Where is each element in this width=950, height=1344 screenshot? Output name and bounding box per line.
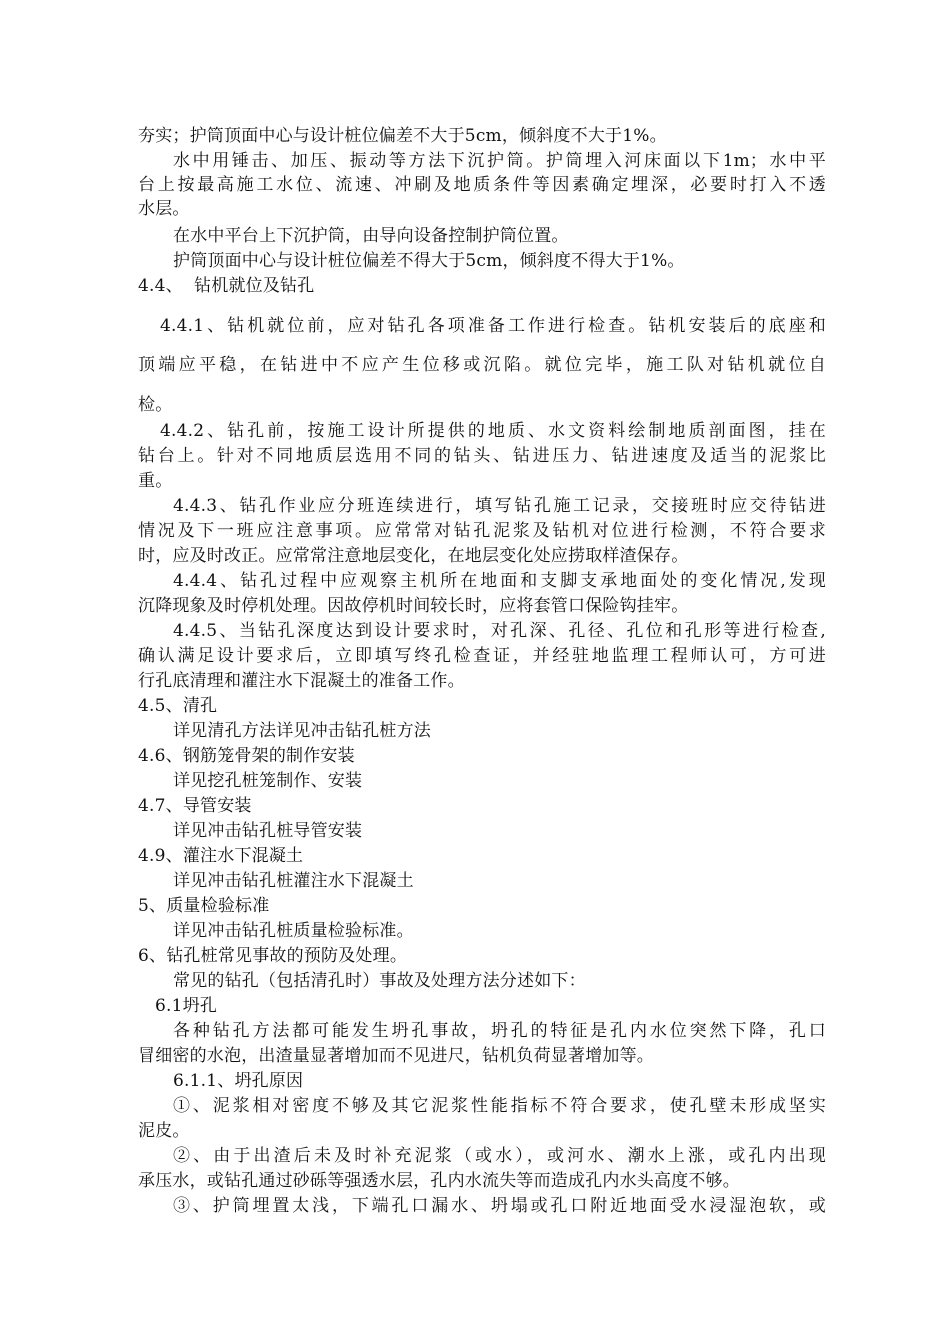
text-line: 顶端应平稳，在钻进中不应产生位移或沉陷。就位完毕，施工队对钻机就位自 xyxy=(138,355,826,375)
text-line: 沉降现象及时停机处理。因故停机时间较长时，应将套管口保险钩挂牢。 xyxy=(138,596,689,616)
text-line: 详见冲击钻孔桩导管安装 xyxy=(173,821,363,841)
text-line: 各种钻孔方法都可能发生坍孔事故，坍孔的特征是孔内水位突然下降，孔口 xyxy=(173,1021,826,1041)
text-line: 4.4.4、钻孔过程中应观察主机所在地面和支脚支承地面处的变化情况,发现 xyxy=(173,571,826,591)
text-line: 水中用锤击、加压、振动等方法下沉护筒。护筒埋入河床面以下1m；水中平 xyxy=(173,151,826,171)
text-line: 行孔底清理和灌注水下混凝土的准备工作。 xyxy=(138,671,465,691)
text-line: 台上按最高施工水位、流速、冲刷及地质条件等因素确定埋深，必要时打入不透 xyxy=(138,175,826,195)
text-line: 水层。 xyxy=(138,199,190,219)
section-heading: 4.6、钢筋笼骨架的制作安装 xyxy=(138,746,355,766)
text-line: 夯实；护筒顶面中心与设计桩位偏差不大于5cm，倾斜度不大于1%。 xyxy=(138,126,667,146)
section-heading: 6.1坍孔 xyxy=(155,996,218,1016)
section-heading: 4.9、灌注水下混凝土 xyxy=(138,846,304,866)
text-line: 护筒顶面中心与设计桩位偏差不得大于5cm，倾斜度不得大于1%。 xyxy=(173,251,685,271)
text-line: 4.4.1、钻机就位前，应对钻孔各项准备工作进行检查。钻机安装后的底座和 xyxy=(160,316,826,336)
text-line: 泥皮。 xyxy=(138,1121,190,1141)
section-heading: 4.4、 钻机就位及钻孔 xyxy=(138,276,315,296)
text-line: 常见的钻孔（包括清孔时）事故及处理方法分述如下： xyxy=(173,971,586,991)
text-line: 情况及下一班应注意事项。应常常对钻孔泥浆及钻机对位进行检测，不符合要求 xyxy=(138,521,826,541)
text-line: 4.4.2、钻孔前，按施工设计所提供的地质、水文资料绘制地质剖面图，挂在 xyxy=(160,421,826,441)
text-line: 详见冲击钻孔桩灌注水下混凝土 xyxy=(173,871,414,891)
text-line: 详见挖孔桩笼制作、安装 xyxy=(173,771,363,791)
text-line: 详见清孔方法详见冲击钻孔桩方法 xyxy=(173,721,431,741)
text-line: 钻台上。针对不同地质层选用不同的钻头、钻进压力、钻进速度及适当的泥浆比 xyxy=(138,446,826,466)
text-line: 时，应及时改正。应常常注意地层变化，在地层变化处应捞取样渣保存。 xyxy=(138,546,689,566)
section-heading: 4.7、导管安装 xyxy=(138,796,252,816)
text-line: 承压水，或钻孔通过砂砾等强透水层，孔内水流失等而造成孔内水头高度不够。 xyxy=(138,1171,740,1191)
text-line: ①、泥浆相对密度不够及其它泥浆性能指标不符合要求，使孔壁未形成坚实 xyxy=(173,1096,826,1116)
text-line: ③、护筒埋置太浅，下端孔口漏水、坍塌或孔口附近地面受水浸湿泡软，或 xyxy=(173,1196,826,1216)
section-heading: 6、钻孔桩常见事故的预防及处理。 xyxy=(138,946,408,966)
text-line: 重。 xyxy=(138,471,173,491)
section-heading: 5、质量检验标准 xyxy=(138,896,270,916)
text-line: 检。 xyxy=(138,395,173,415)
text-line: 详见冲击钻孔桩质量检验标准。 xyxy=(173,921,414,941)
section-heading: 4.5、清孔 xyxy=(138,696,218,716)
text-line: 确认满足设计要求后，立即填写终孔检查证，并经驻地监理工程师认可，方可进 xyxy=(138,646,826,666)
text-line: 4.4.5、当钻孔深度达到设计要求时，对孔深、孔径、孔位和孔形等进行检查, xyxy=(173,621,826,641)
section-heading: 6.1.1、坍孔原因 xyxy=(173,1071,304,1091)
text-line: ②、由于出渣后未及时补充泥浆（或水），或河水、潮水上涨，或孔内出现 xyxy=(173,1146,826,1166)
text-line: 在水中平台上下沉护筒，由导向设备控制护筒位置。 xyxy=(173,226,569,246)
text-line: 4.4.3、钻孔作业应分班连续进行，填写钻孔施工记录，交接班时应交待钻进 xyxy=(173,496,826,516)
text-line: 冒细密的水泡，出渣量显著增加而不见进尺，钻机负荷显著增加等。 xyxy=(138,1046,654,1066)
